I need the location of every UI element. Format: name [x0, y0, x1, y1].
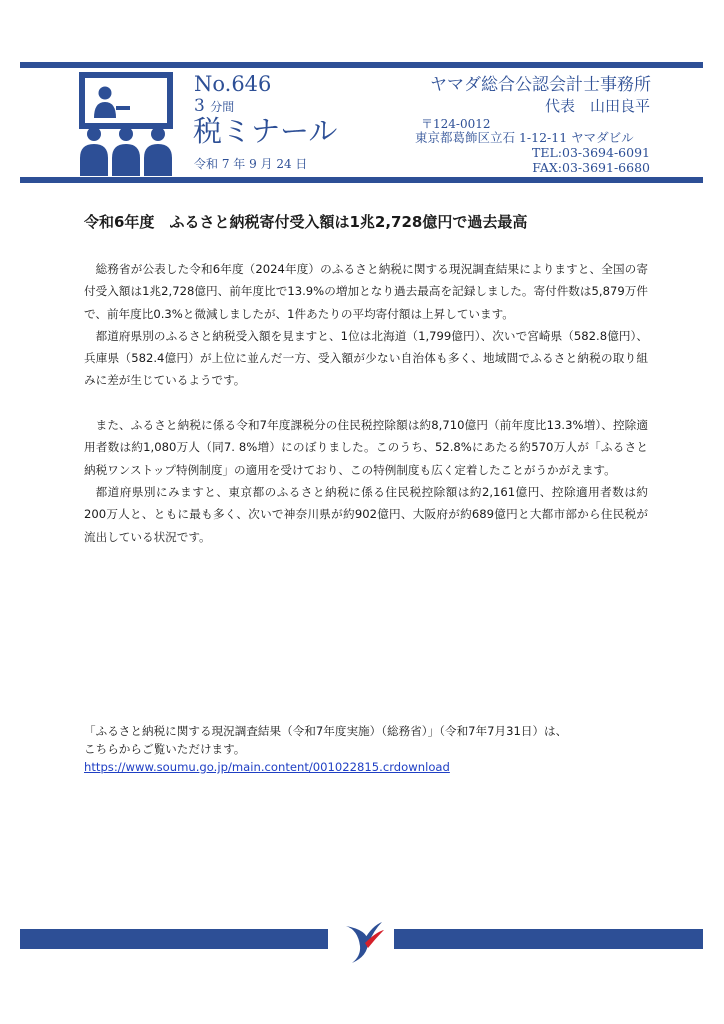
source-line: こちらからご覧いただけます。	[84, 742, 246, 756]
fax-number: FAX:03-3691-6680	[532, 160, 650, 175]
seminar-classroom-icon	[76, 72, 176, 176]
footer-bar-right	[394, 929, 703, 949]
representative-name: 代表 山田良平	[544, 97, 650, 115]
article-paragraph: 都道府県別のふるさと納税受入額を見ますと、1位は北海道（1,799億円）、次いで宮崎県（582.8億円）、兵庫県（582.4億円）が上位に並んだ一方、受入額が少ない自治体も多く、地域間でふるさと納税の取り組みに差が生じているようです。	[84, 328, 648, 388]
source-line: 「ふるさと納税に関する現況調査結果（令和7年度実施）（総務省）」（令和7年7月31日）は、	[84, 724, 568, 738]
issue-number: No.646	[194, 72, 272, 96]
header-bottom-rule	[20, 177, 703, 183]
footer-bar-left	[20, 929, 328, 949]
article-headline: 令和6年度 ふるさと納税寄付受入額は1兆2,728億円で過去最高	[84, 213, 528, 231]
address: 東京都葛飾区立石 1-12-11 ヤマダビル	[415, 130, 634, 145]
article-paragraph: 総務省が公表した令和6年度（2024年度）のふるさと納税に関する現況調査結果によりますと、全国の寄付受入額は1兆2,728億円、前年度比で13.9%の増加となり過去最高を記録しました。寄付件数は5,879万件で、前年度比0.3%と微減しましたが、1件あたりの平均寄付額は上昇しています。	[84, 262, 648, 321]
firm-logo-icon	[338, 916, 388, 966]
header-top-rule	[20, 62, 703, 68]
phone-number: TEL:03-3694-6091	[532, 145, 650, 160]
article-paragraph: 都道府県別にみますと、東京都のふるさと納税に係る住民税控除額は約2,161億円、控除適用者数は約200万人と、ともに最も多く、次いで神奈川県が約902億円、大阪府が約689億円と大都市部から住民税が流出している状況です。	[84, 484, 648, 544]
article-paragraph: また、ふるさと納税に係る令和7年度課税分の住民税控除額は約8,710億円（前年度比13.3%増）、控除適用者数は約1,080万人（同7. 8%増）にのぼりました。このうち、52.8%にあたる約570万人が「ふるさと納税ワンストップ特例制度」の適用を受けており、この特例制度も広く定着したことがうかがえます。	[84, 418, 648, 477]
minutes-value: 3	[194, 96, 205, 116]
source-note	[84, 722, 567, 776]
postal-code: 〒124-0012	[421, 117, 491, 131]
series-title: 税ミナール	[193, 114, 338, 148]
article-body	[84, 258, 648, 548]
firm-name: ヤマダ総合公認会計士事務所	[430, 75, 651, 95]
source-link[interactable]: https://www.soumu.go.jp/main.content/001022815.crdownload	[84, 760, 450, 774]
minutes-unit: 分間	[210, 100, 235, 114]
issue-date: 令和 7 年 9 月 24 日	[194, 157, 308, 171]
